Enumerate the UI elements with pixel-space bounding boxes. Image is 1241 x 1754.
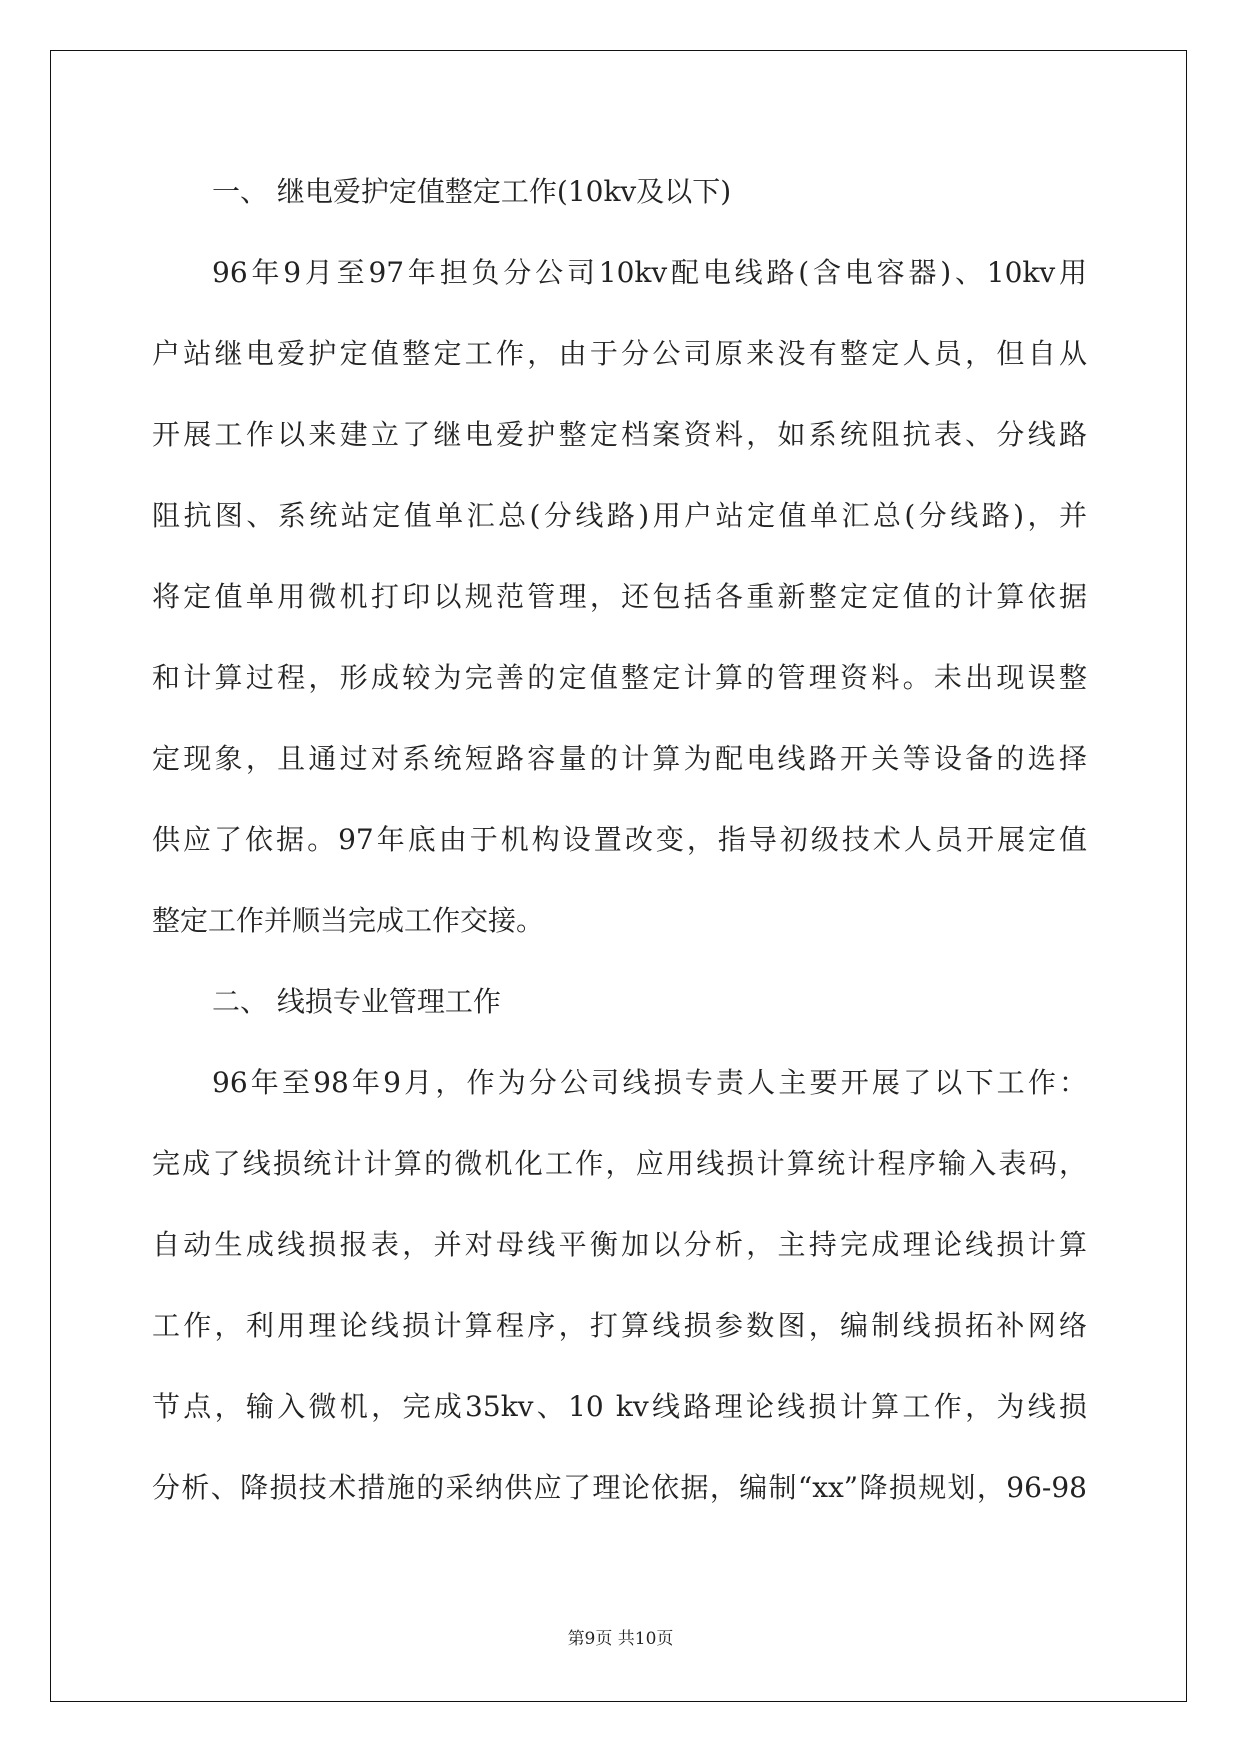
paragraph-line: 自动生成线损报表，并对母线平衡加以分析，主持完成理论线损计算 xyxy=(152,1228,1087,1261)
paragraph-line: 户站继电爱护定值整定工作，由于分公司原来没有整定人员，但自从 xyxy=(152,337,1087,370)
paragraph-line: 将定值单用微机打印以规范管理，还包括各重新整定定值的计算依据 xyxy=(152,580,1087,613)
paragraph-line: 阻抗图、系统站定值单汇总(分线路)用户站定值单汇总(分线路)，并 xyxy=(152,499,1087,532)
paragraph-line: 96年至98年9月，作为分公司线损专责人主要开展了以下工作： xyxy=(212,1066,1087,1099)
paragraph-line: 整定工作并顺当完成工作交接。 xyxy=(152,904,545,937)
section-heading: 二、 线损专业管理工作 xyxy=(212,985,501,1018)
paragraph-line: 和计算过程，形成较为完善的定值整定计算的管理资料。未出现误整 xyxy=(152,661,1087,694)
paragraph-line: 完成了线损统计计算的微机化工作，应用线损计算统计程序输入表码， xyxy=(152,1147,1087,1180)
paragraph-line: 定现象，且通过对系统短路容量的计算为配电线路开关等设备的选择 xyxy=(152,742,1087,775)
paragraph-line: 开展工作以来建立了继电爱护整定档案资料，如系统阻抗表、分线路 xyxy=(152,418,1087,451)
paragraph-line: 工作，利用理论线损计算程序，打算线损参数图，编制线损拓补网络 xyxy=(152,1309,1087,1342)
page-number: 第9页 共10页 xyxy=(567,1629,674,1649)
section-heading: 一、 继电爱护定值整定工作(10kv及以下) xyxy=(212,175,732,208)
paragraph-line: 分析、降损技术措施的采纳供应了理论依据，编制“xx”降损规划，96-98 xyxy=(152,1471,1087,1504)
paragraph-line: 供应了依据。97年底由于机构设置改变，指导初级技术人员开展定值 xyxy=(152,823,1087,856)
page-border xyxy=(50,50,1187,1702)
paragraph-line: 节点，输入微机，完成35kv、10 kv线路理论线损计算工作，为线损 xyxy=(152,1390,1087,1423)
paragraph-line: 96年9月至97年担负分公司10kv配电线路(含电容器)、10kv用 xyxy=(212,256,1087,289)
